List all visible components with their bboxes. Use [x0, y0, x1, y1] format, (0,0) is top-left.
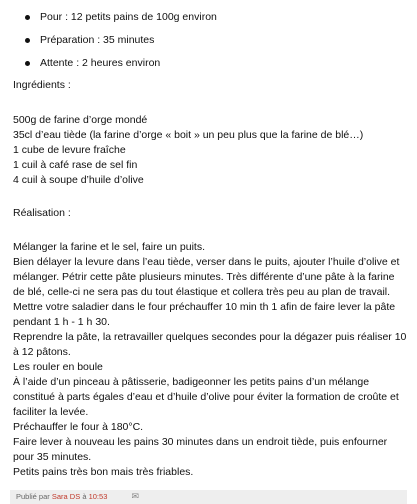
- realisation-heading: Réalisation :: [13, 207, 71, 219]
- published-by-label: Publié par: [16, 492, 50, 501]
- ingredient-item: 35cl d’eau tiède (la farine d’orge « boit » un peu plus que la farine de blé…): [13, 129, 364, 141]
- envelope-icon[interactable]: ✉: [131, 491, 140, 501]
- recipe-meta-list: [13, 10, 408, 71]
- meta-preparation: Préparation : 35 minutes: [40, 33, 408, 48]
- author-link[interactable]: Sara DS: [51, 492, 81, 501]
- post-footer: [10, 490, 407, 504]
- step-item: Bien délayer la levure dans l’eau tiède, verser dans le puits, ajouter l’huile d’olive et mélanger. Pétrir cette pâte plusieurs minutes. Très différente d’une pâte à la farine de blé, celle-ci ne sera pas du tout élastique et collera très peu au plan de travail.: [13, 256, 400, 298]
- at-label: à: [82, 492, 87, 501]
- step-item: Petits pains très bon mais très friables.: [13, 466, 194, 478]
- ingredient-item: 500g de farine d’orge mondé: [13, 114, 148, 126]
- recipe-content: [13, 10, 408, 480]
- step-item: Faire lever à nouveau les pains 30 minutes dans un endroit tiède, puis enfourner pour 35 minutes.: [13, 436, 388, 463]
- post-time-link[interactable]: 10:53: [88, 492, 108, 501]
- step-item: Les rouler en boule: [13, 361, 103, 373]
- step-item: Mettre votre saladier dans le four préchauffer 10 min th 1 afin de faire lever la pâte pendant 1 h - 1 h 30.: [13, 301, 396, 328]
- meta-servings: Pour : 12 petits pains de 100g environ: [40, 10, 408, 25]
- meta-waiting: Attente : 2 heures environ: [40, 56, 408, 71]
- ingredient-item: 1 cube de levure fraîche: [13, 144, 126, 156]
- ingredient-item: 4 cuil à soupe d’huile d’olive: [13, 174, 144, 186]
- step-item: Reprendre la pâte, la retravailler quelques secondes pour la dégazer puis réaliser 10 à 12 pâtons.: [13, 331, 407, 358]
- ingredients-heading: Ingrédients :: [13, 79, 71, 91]
- step-item: Mélanger la farine et le sel, faire un puits.: [13, 241, 206, 253]
- step-item: Préchauffer le four à 180°C.: [13, 421, 144, 433]
- ingredients-list: [13, 113, 408, 188]
- ingredient-item: 1 cuil à café rase de sel fin: [13, 159, 138, 171]
- step-item: À l’aide d’un pinceau à pâtisserie, badigeonner les petits pains d’un mélange constitué à parts égales d’eau et d’huile d’olive pour éviter la formation de croûte et faciliter la levée.: [13, 376, 399, 418]
- steps-list: [13, 240, 408, 480]
